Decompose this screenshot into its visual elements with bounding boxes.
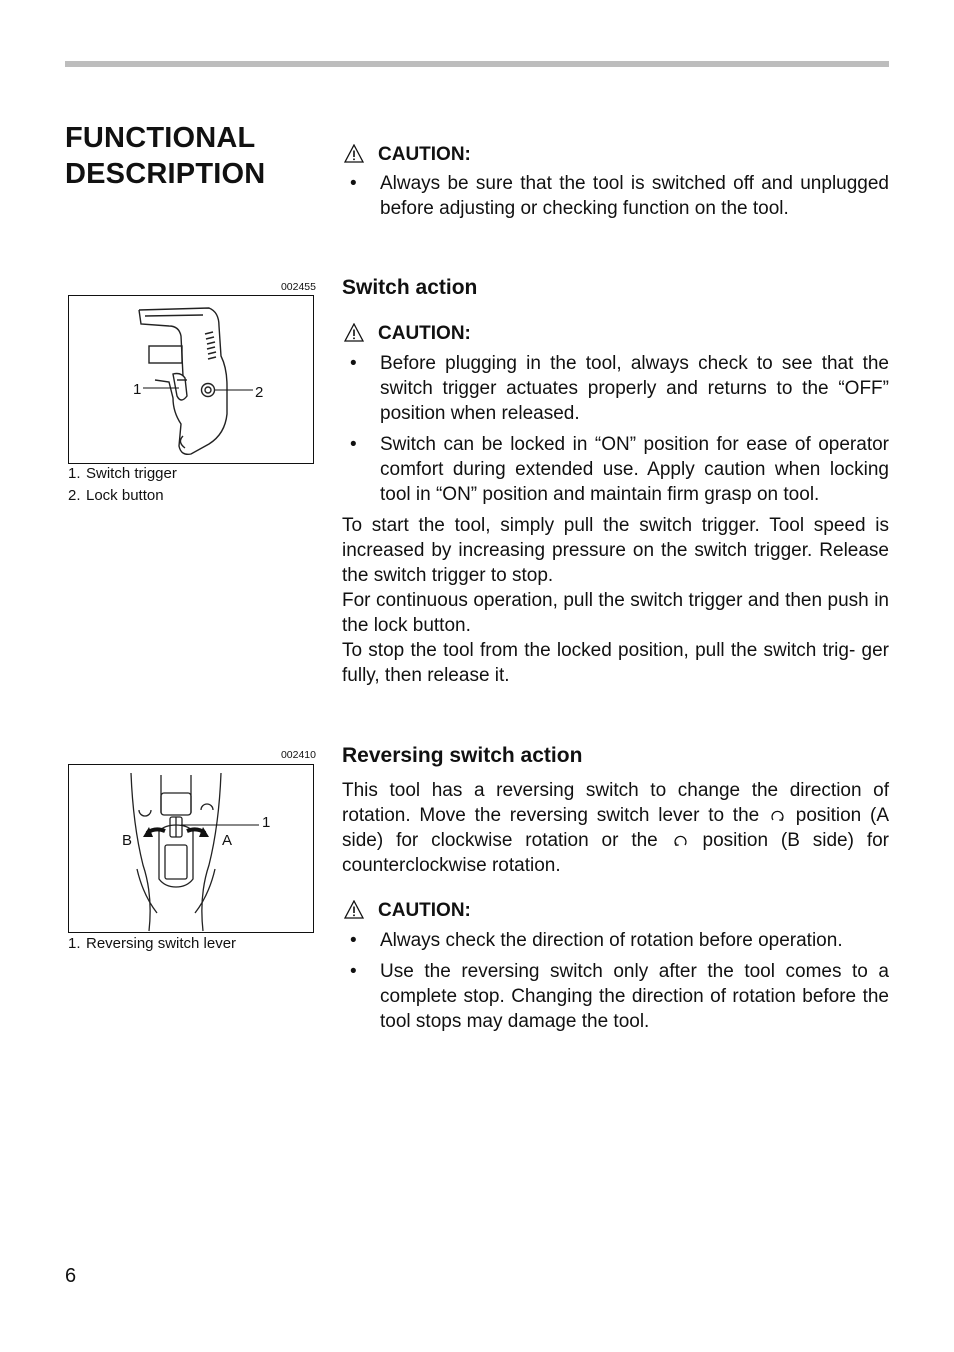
caution-label: CAUTION:	[378, 900, 471, 921]
top-rule	[65, 61, 889, 67]
clockwise-rotation-icon	[770, 808, 785, 823]
paragraph: To stop the tool from the locked position, pull the switch trig- ger fully, then release it.	[342, 640, 889, 686]
caution-label: CAUTION:	[378, 144, 471, 165]
section-title-line-1: FUNCTIONAL	[65, 122, 256, 154]
reversing-switch-illustration	[69, 765, 315, 934]
page-number: 6	[65, 1265, 77, 1287]
counterclockwise-rotation-icon	[673, 833, 688, 848]
figure-code: 002410	[280, 749, 316, 761]
reversing-section	[342, 743, 889, 1040]
warning-icon	[344, 144, 364, 163]
caution-label: CAUTION:	[378, 323, 471, 344]
figure1-legend	[68, 463, 177, 507]
switch-figure	[68, 295, 314, 464]
warning-icon	[344, 323, 364, 342]
paragraph: This tool has a reversing switch to change the direction of rotation. Move the reversing switch lever to the position (A side) for clockwise rotation or the position (B side) for counterclockwise rotation.	[342, 780, 890, 876]
switch-caution-list	[342, 351, 889, 507]
intro-caution-list	[342, 171, 889, 221]
legend-item: 2. Lock button	[68, 487, 164, 504]
figure-code: 002455	[280, 281, 316, 293]
intro-caution-block	[342, 142, 889, 227]
caution-heading	[342, 321, 889, 346]
callout-1: 1	[133, 381, 142, 398]
figure2-legend	[68, 933, 236, 955]
callout-b: B	[122, 832, 133, 849]
switch-action-section	[342, 275, 889, 688]
list-item: • Use the reversing switch only after the tool comes to a complete stop. Changing the direction of rotation before the tool stops may damage the tool.	[342, 959, 889, 1034]
list-item: • Switch can be locked in “ON” position for ease of operator comfort during extended use. Apply caution when locking tool in “ON” position and maintain firm grasp on tool.	[342, 432, 889, 507]
list-item: • Always check the direction of rotation before operation.	[342, 928, 889, 953]
warning-icon	[344, 900, 364, 919]
list-item: • Before plugging in the tool, always check to see that the switch trigger actuates properly and returns to the “OFF” position when released.	[342, 351, 889, 426]
callout-a: A	[222, 832, 233, 849]
caution-heading	[342, 898, 889, 923]
paragraph: To start the tool, simply pull the switch trigger. Tool speed is increased by increasing pressure on the switch trigger. Release the switch trigger to stop.	[342, 515, 889, 586]
reversing-heading: Reversing switch action	[342, 744, 583, 767]
section-title-line-2: DESCRIPTION	[65, 158, 266, 190]
legend-item: 1. Switch trigger	[68, 465, 177, 482]
legend-item: 1. Reversing switch lever	[68, 935, 237, 952]
switch-action-heading: Switch action	[342, 276, 478, 299]
list-item: • Always be sure that the tool is switched off and unplugged before adjusting or checking function on the tool.	[342, 171, 889, 221]
section-title	[65, 120, 265, 192]
switch-trigger-illustration	[69, 296, 315, 465]
callout-1: 1	[262, 814, 271, 831]
paragraph: For continuous operation, pull the switch trigger and then push in the lock button.	[342, 590, 889, 636]
caution-heading	[342, 142, 889, 167]
callout-2: 2	[255, 384, 264, 401]
reversing-figure	[68, 764, 314, 933]
reversing-caution-list	[342, 928, 889, 1034]
